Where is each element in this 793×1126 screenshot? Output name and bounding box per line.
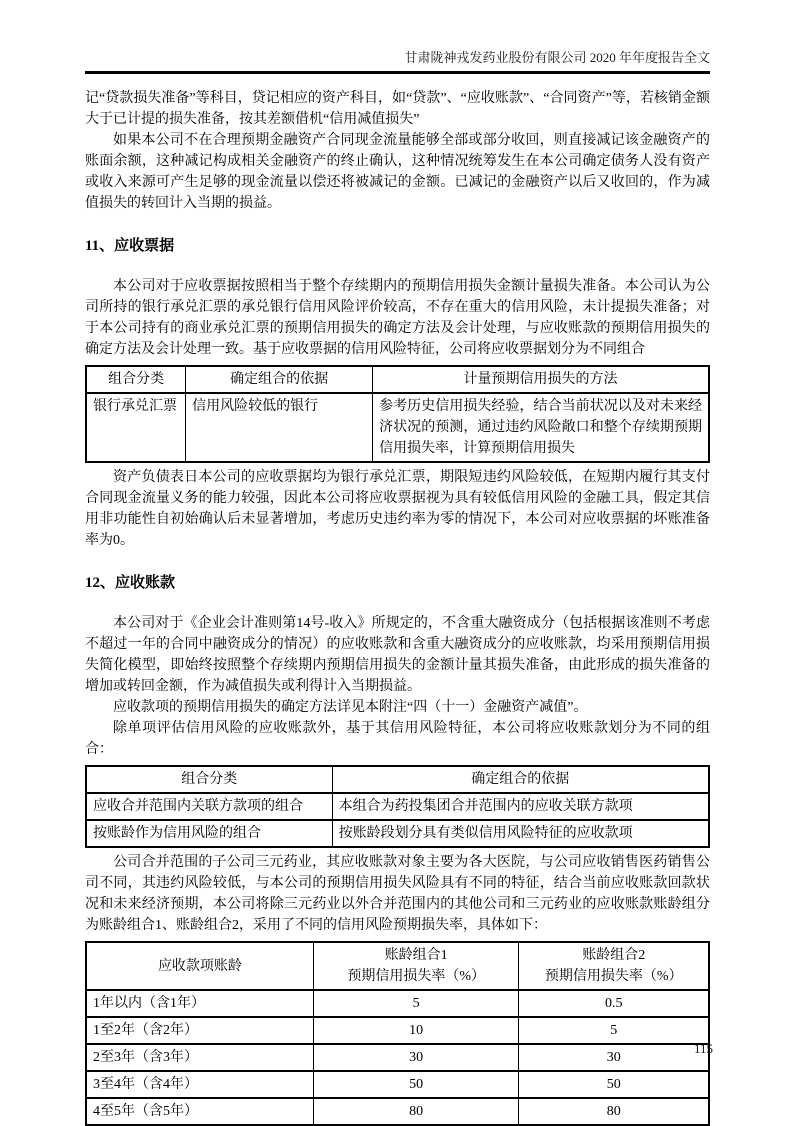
header-divider [85,71,710,74]
cell-aging-bucket: 1至2年（含2年） [86,1017,313,1044]
group2-name: 账龄组合2 [582,948,646,963]
report-header [85,50,710,66]
cell-group1-rate: 5 [313,990,519,1017]
paragraph-ar-ecl-reference: 应收款项的预期信用损失的确定方法详见本附注“四（十一）金融资产减值”。 [113,700,588,715]
cell-group2-rate: 5 [519,1017,709,1044]
paragraph-writeoff-continuation: 记“贷款损失准备”等科目，贷记相应的资产科目，如“贷款”、“应收账款”、“合同资产”等，若核销金额大于已计提的损失准备，按其差额借机“信用减值损失” [85,91,710,127]
table-header-row [86,766,709,793]
table-row [86,1098,709,1125]
cell-group1-rate: 50 [313,1071,519,1098]
table-row [86,990,709,1017]
table-row [86,1017,709,1044]
header-ecl-method: 计量预期信用损失的方法 [373,366,709,393]
paragraph-derecognition: 如果本公司不在合理预期金融资产合同现金流量能够全部或部分收回，则直接减记该金融资产的账面余额，这种减记构成相关金融资产的终止确认，这种情况统筹发生在本公司确定债务人没有资产或收入来源可产生足够的现金流量以偿还将被减记的金额。已减记的金融资产以后又收回的，作为减值损失的转回计入当期的损益。 [85,133,710,211]
group1-name: 账龄组合1 [384,948,448,963]
paragraph-subsidiary-aging-groups: 公司合并范围的子公司三元药业，其应收账款对象主要为各大医院，与公司应收销售医药销售公司不同，其违约风险较低，与本公司的预期信用损失风险具有不同的特征，结合当前应收账款回款状况和未来经济预期，本公司将除三元药业以外合并范围内的其他公司和三元药业的应收账款账龄组分为账龄组合1、账龄组合2，采用了不同的信用风险预期损失率，具体如下： [85,855,710,933]
cell-aging-bucket: 3至4年（含4年） [86,1071,313,1098]
paragraph-ar-policy: 本公司对于《企业会计准则第14号-收入》所规定的，不含重大融资成分（包括根据该准则不考虑不超过一年的合同中融资成分的情况）的应收账款和含重大融资成分的应收账款，均采用预期信用损失简化模型，即始终按照整个存续期内预期信用损失的金额计量其损失准备，由此形成的损失准备的增加或转回金额，作为减值损失或利得计入当期损益。 [85,616,710,694]
table-row [86,793,709,820]
report-title: 甘肃陇神戎发药业股份有限公司 2020 年年度报告全文 [404,50,710,65]
table-header-row [86,942,709,990]
notes-receivable-portfolio-table [85,365,710,463]
aging-ecl-rate-table [85,941,710,1126]
header-portfolio-class: 组合分类 [86,366,186,393]
cell-ecl-method: 参考历史信用损失经验，结合当前状况以及对未来经济状况的预测，通过违约风险敞口和整个存续期预期信用损失率，计算预期信用损失 [373,393,709,462]
group2-rate-label: 预期信用损失率（%） [544,969,683,984]
paragraph-notes-receivable-assessment: 资产负债表日本公司的应收票据均为银行承兑汇票，期限短违约风险较低，在短期内履行其支付合同现金流量义务的能力较强，因此本公司将应收票据视为具有较低信用风险的金融工具，假定其信用非功能性自初始确认后未显著增加，考虑历史违约率为零的情况下，本公司对应收票据的坏账准备率为0。 [85,470,710,548]
cell-portfolio-class: 银行承兑汇票 [86,393,186,462]
cell-portfolio-class: 应收合并范围内关联方款项的组合 [86,793,332,820]
cell-group2-rate: 50 [519,1071,709,1098]
cell-group1-rate: 80 [313,1098,519,1125]
page-number: 115 [693,1041,713,1056]
section-11-title: 11、应收票据 [85,238,175,254]
cell-portfolio-basis: 本组合为药投集团合并范围内的应收关联方款项 [332,793,709,820]
header-portfolio-basis: 确定组合的依据 [186,366,373,393]
header-aging-group-2 [519,942,709,990]
cell-group1-rate: 10 [313,1017,519,1044]
cell-aging-bucket: 2至3年（含3年） [86,1044,313,1071]
ar-portfolio-table [85,765,710,848]
table-row [86,1071,709,1098]
cell-group2-rate: 0.5 [519,990,709,1017]
cell-portfolio-basis: 信用风险较低的银行 [186,393,373,462]
cell-group1-rate: 30 [313,1044,519,1071]
cell-portfolio-basis: 按账龄段划分具有类似信用风险特征的应收款项 [332,820,709,847]
cell-group2-rate: 30 [519,1044,709,1071]
header-portfolio-class: 组合分类 [86,766,332,793]
cell-aging-bucket: 4至5年（含5年） [86,1098,313,1125]
table-header-row [86,366,709,393]
cell-portfolio-class: 按账龄作为信用风险的组合 [86,820,332,847]
header-aging-group-1 [313,942,519,990]
header-aging: 应收款项账龄 [86,942,313,990]
paragraph-notes-receivable-policy: 本公司对于应收票据按照相当于整个存续期内的预期信用损失金额计量损失准备。本公司认为公司所持的银行承兑汇票的承兑银行信用风险评价较高，不存在重大的信用风险，未计提损失准备；对于本公司持有的商业承兑汇票的预期信用损失的确定方法及会计处理，与应收账款的预期信用损失的确定方法及会计处理一致。基于应收票据的信用风险特征，公司将应收票据划分为不同组合 [85,279,710,357]
section-12-title: 12、应收账款 [85,575,176,591]
header-portfolio-basis: 确定组合的依据 [332,766,709,793]
table-row [86,820,709,847]
paragraph-ar-portfolio-intro: 除单项评估信用风险的应收账款外，基于其信用风险特征，本公司将应收账款划分为不同的组合： [85,721,710,757]
table-row [86,1044,709,1071]
cell-aging-bucket: 1年以内（含1年） [86,990,313,1017]
group1-rate-label: 预期信用损失率（%） [347,969,486,984]
table-row [86,393,709,462]
cell-group2-rate: 80 [519,1098,709,1125]
